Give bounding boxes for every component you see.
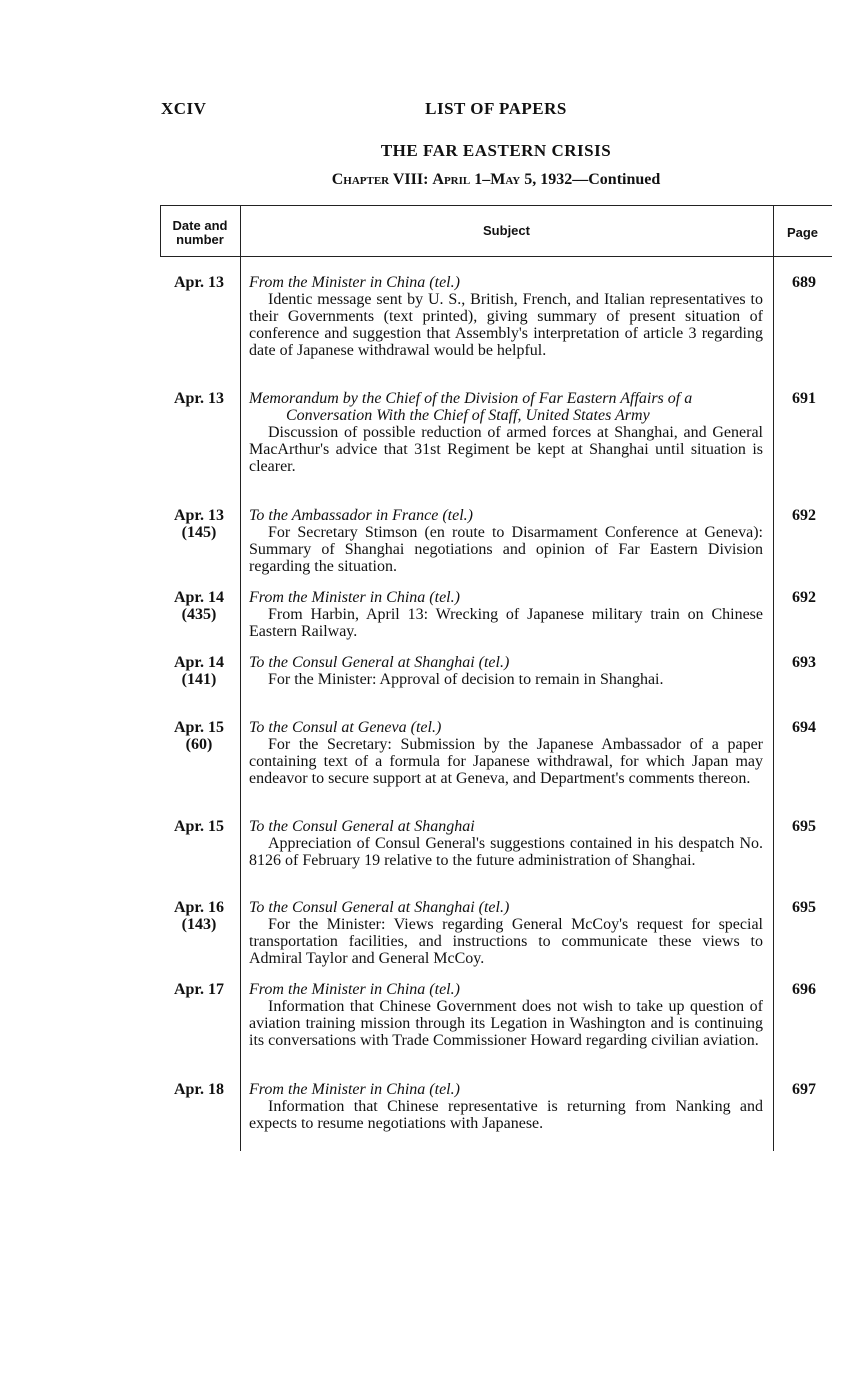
table-row	[249, 1081, 763, 1132]
row-date: Apr. 13	[173, 390, 225, 407]
row-title: To the Consul at Geneva (tel.)	[249, 719, 442, 736]
row-date: Apr. 13	[173, 274, 225, 291]
row-date: Apr. 16 (143)	[173, 899, 225, 933]
page-number: XCIV	[161, 99, 207, 118]
row-body: Discussion of possible reduction of armed forces at Shanghai, and General MacArthur's advice that 31st Regiment be kept at Shanghai until situation is clearer.	[249, 424, 763, 475]
row-date: Apr. 18	[173, 1081, 225, 1098]
chapter-dates: April 1–May 5	[432, 171, 533, 188]
row-title: To the Ambassador in France (tel.)	[249, 507, 473, 524]
row-body: Appreciation of Consul General's suggestions contained in his despatch No. 8126 of February 19 relative to the future administration of Shanghai.	[249, 835, 763, 869]
row-body: For Secretary Stimson (en route to Disarmament Conference at Geneva): Summary of Shanghai negotiations and opinion of Far Eastern Division regarding the situation.	[249, 524, 763, 575]
row-body: Information that Chinese Government does not wish to take up question of aviation training mission through its Legation in Washington and is continuing its conversations with Trade Commissioner Howard regarding civilian aviation.	[249, 998, 763, 1049]
page-header	[0, 99, 861, 121]
table-row	[249, 981, 763, 1049]
row-body: For the Minister: Views regarding General McCoy's request for special transportation facilities, and instructions to communicate these views to Admiral Taylor and General McCoy.	[249, 916, 763, 967]
row-page: 692	[792, 589, 816, 606]
row-page: 691	[792, 390, 816, 407]
row-body: For the Minister: Approval of decision to remain in Shanghai.	[268, 671, 664, 688]
table-row	[249, 589, 763, 640]
row-body: For the Secretary: Submission by the Japanese Ambassador of a paper containing text of a formula for Japanese withdrawal, for which Japan may endeavor to secure support at at Geneva, and Department's comments thereon.	[249, 736, 763, 787]
row-title: To the Consul General at Shanghai (tel.)	[249, 654, 510, 671]
row-date: Apr. 13 (145)	[173, 507, 225, 541]
row-date: Apr. 15 (60)	[173, 719, 225, 753]
date-subject-divider	[240, 205, 241, 1151]
row-date: Apr. 17	[173, 981, 225, 998]
table-row	[249, 507, 763, 575]
row-body: Identic message sent by U. S., British, French, and Italian representatives to their Governments (text printed), giving summary of present situation of conference and suggestion that Assembly's interpretation of article 3 regarding date of Japanese withdrawal would be helpful.	[249, 291, 763, 359]
subject-page-divider	[773, 205, 774, 1151]
chapter-heading: Chapter VIII: April 1–May 5, 1932—Continued	[331, 171, 661, 188]
row-title: Memorandum by the Chief of the Division of Far Eastern Affairs of a Conversation With the Chief of Staff, United States Army	[249, 390, 693, 424]
chapter-year: , 1932—Continued	[532, 171, 661, 188]
row-title: From the Minister in China (tel.)	[249, 1081, 460, 1098]
running-title: LIST OF PAPERS	[425, 99, 567, 118]
table-header-rule	[160, 256, 832, 257]
header-subject: Subject	[483, 223, 530, 238]
row-page: 697	[792, 1081, 816, 1098]
table-row	[249, 899, 763, 967]
row-date: Apr. 15	[173, 818, 225, 835]
papers-table	[160, 205, 832, 1151]
table-row	[249, 719, 763, 787]
row-body: Information that Chinese representative is returning from Nanking and expects to resume negotiations with Japanese.	[249, 1098, 763, 1132]
row-body: From Harbin, April 13: Wrecking of Japanese military train on Chinese Eastern Railway.	[249, 606, 763, 640]
row-page: 689	[792, 274, 816, 291]
row-date: Apr. 14 (435)	[173, 589, 225, 623]
section-title: THE FAR EASTERN CRISIS	[380, 141, 612, 160]
row-page: 695	[792, 818, 816, 835]
chapter-label: Chapter VIII	[331, 171, 424, 188]
table-top-rule	[160, 205, 832, 206]
row-page: 696	[792, 981, 816, 998]
row-page: 695	[792, 899, 816, 916]
table-row	[249, 390, 763, 475]
table-row	[249, 274, 763, 359]
row-title: From the Minister in China (tel.)	[249, 981, 460, 998]
row-title: From the Minister in China (tel.)	[249, 274, 460, 291]
header-date-number: Date and number	[172, 218, 228, 247]
row-title: From the Minister in China (tel.)	[249, 589, 460, 606]
row-page: 694	[792, 719, 816, 736]
table-row	[249, 654, 763, 688]
row-date: Apr. 14 (141)	[173, 654, 225, 688]
row-page: 693	[792, 654, 816, 671]
row-page: 692	[792, 507, 816, 524]
header-page: Page	[786, 225, 819, 240]
row-title: To the Consul General at Shanghai (tel.)	[249, 899, 510, 916]
table-row	[249, 818, 763, 869]
row-title: To the Consul General at Shanghai	[249, 818, 475, 835]
